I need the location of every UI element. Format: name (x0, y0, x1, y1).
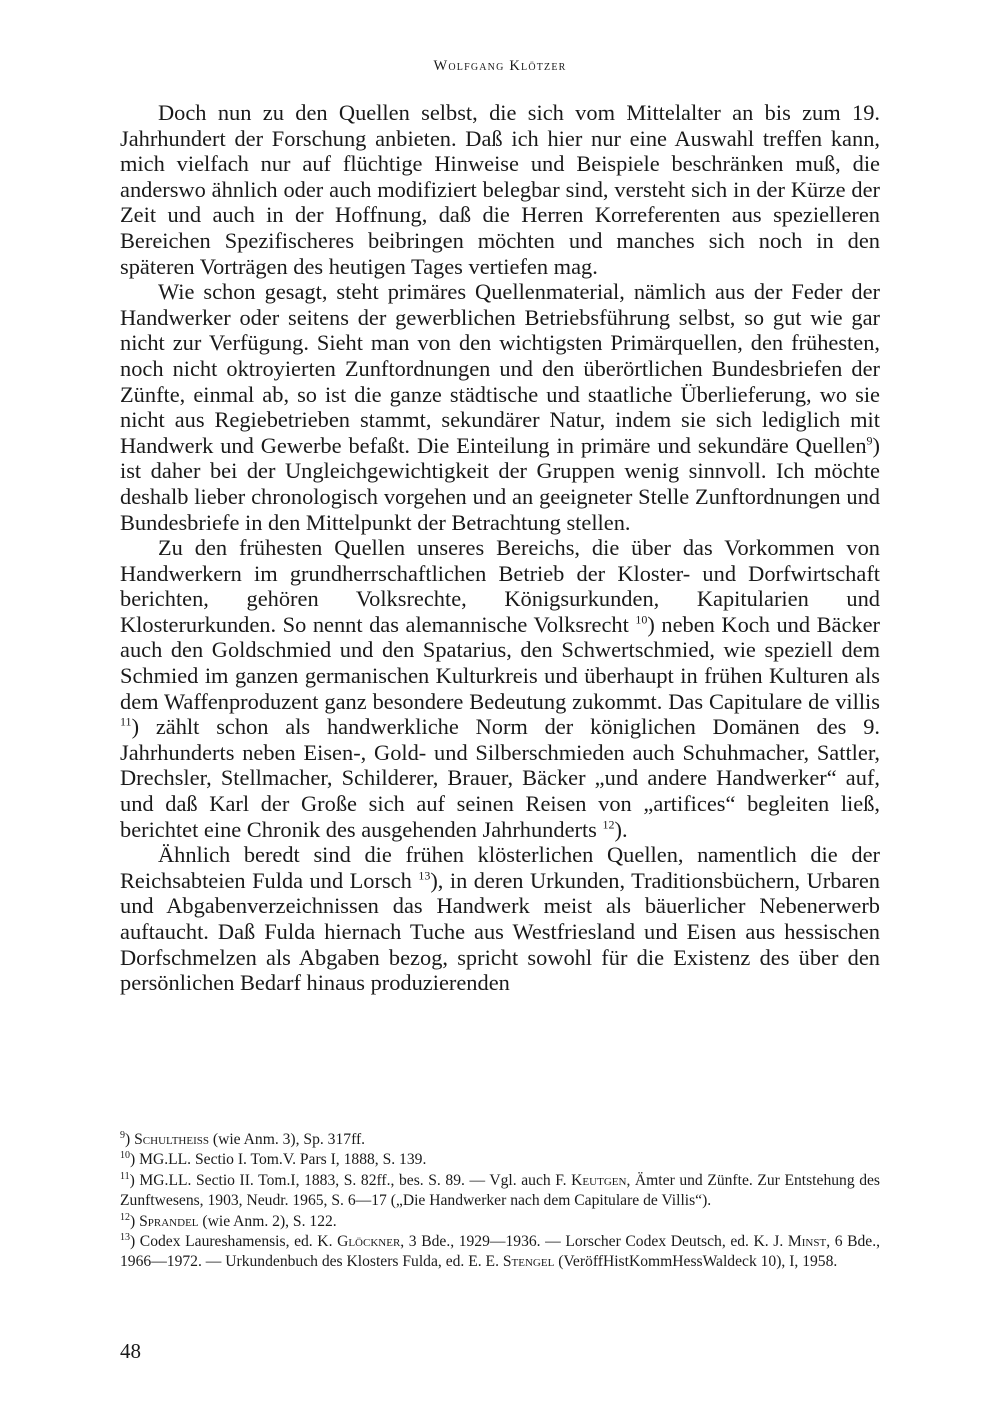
footnotes (120, 1130, 880, 1273)
footnote-mark: 11 (120, 1170, 130, 1182)
paragraph-4-text-a: Ähnlich beredt sind die frühen klösterlichen Quellen, namentlich die der Reichsabteien Fulda und Lorsch (120, 842, 880, 893)
paragraph-2 (120, 279, 880, 535)
footnote-text: (wie Anm. 2), S. 122. (198, 1212, 337, 1230)
paragraph-2-text-b: ) ist daher bei der Ungleichgewichtigkeit der Gruppen wenig sinnvoll. Ich möchte deshalb lieber chronologisch vorgehen und an geeigneter Stelle Zunftordnungen und Bundesbriefe in den Mittelpunkt der Betrachtung stellen. (120, 432, 880, 535)
note-reference-9: 9 (866, 433, 873, 448)
paragraph-1-text: Doch nun zu den Quellen selbst, die sich vom Mittelalter an bis zum 19. Jahrhundert der Forschung anbieten. Daß ich hier nur eine Auswahl treffen kann, mich vielfach nur auf flüchtige Hinweise und Beispiele beschränken muß, die anderswo ähnlich oder auch modifiziert belegbar sind, versteht sich in der Kürze der Zeit und auch in der Hoffnung, daß die Herren Korreferenten aus spezielleren Bereichen Spezifischeres beibringen möchten und manches sich noch in den späteren Vorträgen des heutigen Tages vertiefen mag. (120, 100, 880, 279)
footnote-13: $^{13}$) Codex Laureshamensis, ed. K. Glöckner, 3 Bde., 1929—1936. — Lorscher Codex Deutsch, ed. K. J. Minst, 6 Bde., 1966—1972. — Urkundenbuch des Klosters Fulda, ed. E. E. Stengel (VeröffHistKommHessWaldeck 10), I, 1958. (120, 1231, 881, 1271)
note-reference-10: 10 (635, 612, 648, 627)
footnote-text: MG.LL. Sectio I. Tom.V. Pars I, 1888, S. 139. (135, 1151, 427, 1169)
footnote-mark: 9 (120, 1129, 125, 1141)
footnote-text: , 3 Bde., 1929—1936. — Lorscher Codex Deutsch, ed. K. J. (400, 1233, 788, 1251)
footnote-text: (VeröffHistKommHessWaldeck 10), I, 1958. (554, 1253, 838, 1271)
footnote-12: $^{12}$) Sprandel (wie Anm. 2), S. 122. (120, 1211, 337, 1230)
footnote-9: $^9$) Schultheiss (wie Anm. 3), Sp. 317ff. (120, 1129, 366, 1148)
note-reference-13: 13 (418, 868, 431, 883)
paragraph-4-text-b: ), in deren Urkunden, Traditionsbüchern, Urbaren und Abgabenverzeichnissen das Handwerk meist als bäuerlicher Nebenerwerb auftaucht. Daß Fulda hiernach Tuche aus Westfriesland und Eisen aus hessischen Dorfschmelzen als Abgaben bezog, spricht sowohl für die Existenz des über den persönlichen Bedarf hinaus produzierenden (120, 867, 880, 996)
footnote-text: , Ämter und Zünfte. Zur Entstehung des Zunftwesens, 1903, Neudr. 1965, S. 6—17 („Die Handwerker nach dem Capitulare de Villis“). (120, 1171, 880, 1210)
author-name: Schultheiss (134, 1131, 209, 1148)
footnote-text: MG.LL. Sectio II. Tom.I, 1883, S. 82ff., bes. S. 89. — Vgl. auch F. (134, 1171, 572, 1189)
author-name: Keutgen (571, 1171, 627, 1189)
paragraph-3-text-c: ) zählt schon als handwerkliche Norm der königlichen Domänen des 9. Jahrhunderts neben Eisen-, Gold- und Silberschmieden auch Schuhmacher, Sattler, Drechsler, Stellmacher, Schilderer, Brauer, Bäcker „und andere Handwerker“ auf, und daß Karl der Große sich auf seinen Reisen von „artifices“ begleiten ließ, berichtet eine Chronik des ausgehenden Jahrhunderts (120, 714, 880, 842)
footnote-text: Codex Laureshamensis, ed. K. (135, 1233, 338, 1251)
note-reference-12: 12 (602, 817, 615, 832)
paragraph-3 (120, 535, 880, 842)
paragraph-1 (120, 100, 880, 279)
running-head: Wolfgang Klötzer (433, 58, 567, 74)
paragraph-3-text-b: ) neben Koch und Bäcker auch den Goldschmied und den Spatarius, den Schwertschmied, wie speziell dem Schmied im ganzen germanischen Kulturkreis und überhaupt in frühen Kulturen als dem Waffenproduzent ganz besondere Bedeutung zukommt. Das Capitulare de villis (120, 611, 880, 714)
footnote-mark: 10 (120, 1150, 130, 1162)
footnote-text: (wie Anm. 3), Sp. 317ff. (209, 1131, 366, 1148)
paragraph-3-text-a: Zu den frühesten Quellen unseres Bereichs, die über das Vorkommen von Handwerkern im grundherrschaftlichen Betrieb der Kloster- und Dorfwirtschaft berichten, gehören Volksrechte, Königsurkunden, Kapitularien und Klosterurkunden. So nennt das alemannische Volksrecht (120, 535, 880, 637)
footnote-text: , 6 Bde., 1966—1972. — Urkundenbuch des Klosters Fulda, ed. E. E. (120, 1233, 881, 1271)
footnote-10: $^{10}$) MG.LL. Sectio I. Tom.V. Pars I, 1888, S. 139. (120, 1150, 427, 1169)
editor-name: Stengel (502, 1253, 555, 1271)
paragraph-3-text-d: ). (614, 816, 628, 842)
editor-name: Glöckner (337, 1233, 401, 1251)
body-text (120, 100, 880, 996)
footnote-11: $^{11}$) MG.LL. Sectio II. Tom.I, 1883, S. 82ff., bes. S. 89. — Vgl. auch F. Keutgen, Ämter und Zünfte. Zur Entstehung des Zunftwesens, 1903, Neudr. 1965, S. 6—17 („Die Handwerker nach dem Capitulare de Villis“). (120, 1170, 880, 1210)
page-number: 48 (120, 1339, 141, 1363)
paragraph-4 (120, 842, 880, 996)
footnote-mark: 13 (120, 1231, 130, 1243)
note-reference-11: 11 (120, 714, 132, 729)
footnote-mark: 12 (120, 1211, 130, 1223)
paragraph-2-text-a: Wie schon gesagt, steht primäres Quellenmaterial, nämlich aus der Feder der Handwerker oder seitens der gewerblichen Betriebsführung selbst, so gut wie gar nicht zur Verfügung. Sieht man von den wichtigsten Primärquellen, den frühesten, noch nicht oktroyierten Zunftordnungen und den überörtlichen Bundesbriefen der Zünfte, einmal ab, so ist die ganze städtische und staatliche Überlieferung, wo sie nicht aus Regiebetrieben stammt, sekundärer Natur, indem sie sich lediglich mit Handwerk und Gewerbe befaßt. Die Einteilung in primäre und sekundäre Quellen (120, 279, 880, 458)
author-name: Sprandel (139, 1212, 199, 1230)
editor-name: Minst (787, 1233, 827, 1251)
